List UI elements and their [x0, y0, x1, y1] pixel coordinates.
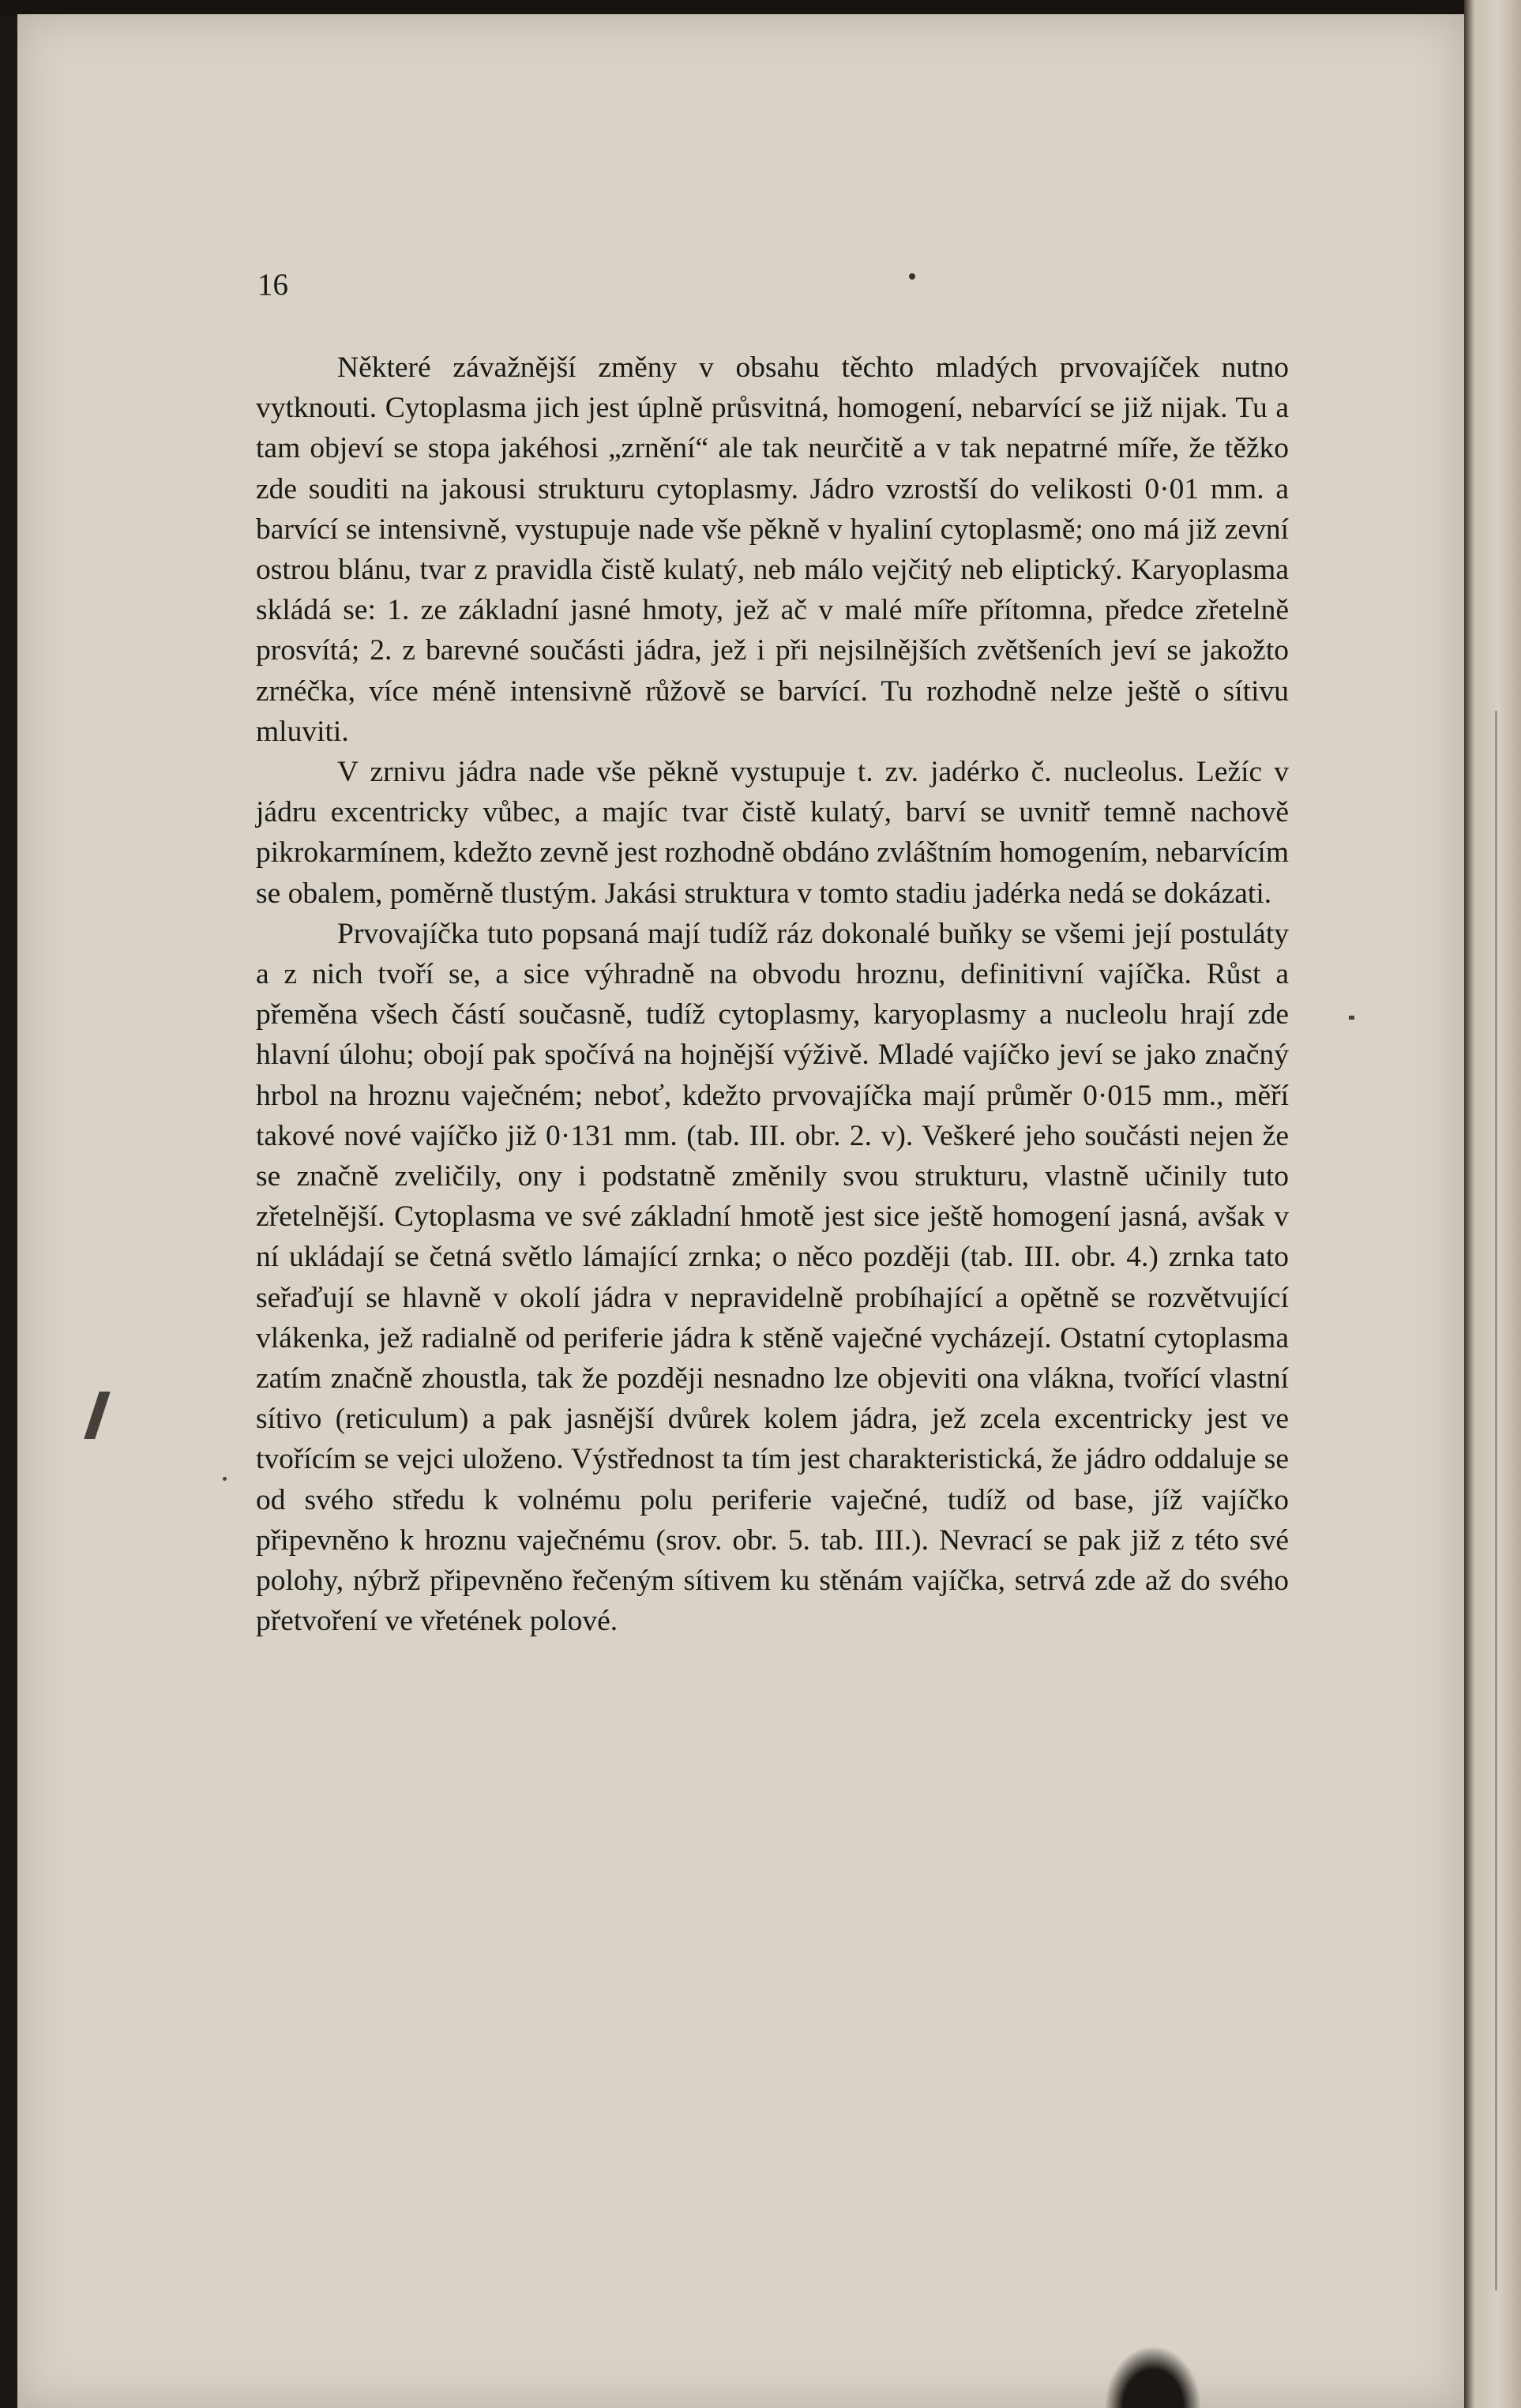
header-dot-mark — [909, 273, 915, 280]
page-number: 16 — [257, 268, 288, 302]
paragraph-3: Prvovajíčka tuto popsaná mají tudíž ráz dokonalé buňky se všemi její postuláty a z nich tvoří se, a sice výhradně na obvodu hroznu, definitivní vajíčka. Růst a přeměna všech částí současně, tudíž cytoplasmy, karyoplasmy a nucleolu hrají zde hlavní úlohu; obojí pak spočívá na hojnější výživě. Mladé vajíčko jeví se jako značný hrbol na hroznu vaječném; neboť, kdežto prvovajíčka mají průměr 0·015 mm., měří takové nové vajíčko již 0·131 mm. (tab. III. obr. 2. v). Veškeré jeho součásti nejen že se značně zveličily, ony i podstatně změnily svou strukturu, vlastně učinily tuto zřetelnější. Cytoplasma ve své základní hmotě jest sice ještě homogení jasná, avšak v ní ukládají se četná světlo lámající zrnka; o něco později (tab. III. obr. 4.) zrnka tato seřaďují se hlavně v okolí jádra v nepravidelně probíhající a opětně se rozvětvující vlákenka, jež radialně od periferie jádra k stěně vaječné vycházejí. Ostatní cytoplasma zatím značně zhoustla, tak že později nesnadno lze objeviti ona vlákna, tvořící vlastní sítivo (reticulum) a pak jasnější dvůrek kolem jádra, jež zcela excentricky jest ve tvořícím se vejci uloženo. Výstřednost ta tím jest charakteristická, že jádro oddaluje se od svého středu k volnému polu periferie vaječné, tudíž od base, jíž vajíčko připevněno k hroznu vaječnému (srov. obr. 5. tab. III.). Nevrací se pak již z této své polohy, nýbrž připevněno řečeným sítivem ku stěnám vajíčka, setrvá zde až do svého přetvoření ve vřetének polové. — [256, 917, 1289, 1638]
scan-top-edge — [0, 0, 1521, 16]
page-body-text — [256, 347, 1289, 1642]
paragraph-2: V zrnivu jádra nade vše pěkně vystupuje t. zv. jadérko č. nucleolus. Ležíc v jádru excentricky vůbec, a majíc tvar čistě kulatý, barví se uvnitř temně nachově pikrokarmínem, kdežto zevně jest rozhodně obdáno zvláštním homogením, nebarvícím se obalem, poměrně tlustým. Jakási struktura v tomto stadiu jadérka nedá se dokázati. — [256, 756, 1289, 910]
paragraph-1: Některé závažnější změny v obsahu těchto mladých prvovajíček nutno vytknouti. Cytoplasma jich jest úplně průsvitná, homogení, nebarvící se již nijak. Tu a tam objeví se stopa jakéhosi „zrnění“ ale tak neurčitě a v tak nepatrné míře, že těžko zde souditi na jakousi strukturu cytoplasmy. Jádro vzrostší do velikosti 0·01 mm. a barvící se intensivně, vystupuje nade vše pěkně v hyaliní cytoplasmě; ono má již zevní ostrou blánu, tvar z pravidla čistě kulatý, neb málo vejčitý neb eliptický. Karyoplasma skládá se: 1. ze základní jasné hmoty, jež ač v malé míře přítomna, předce zřetelně prosvítá; 2. z barevné součásti jádra, jež i při nejsilnějších zvětšeních jeví se jakožto zrnéčka, více méně intensivně růžově se barvící. Tu rozhodně nelze ještě o sítivu mluviti. — [256, 351, 1289, 748]
margin-speck-mark — [1349, 1016, 1354, 1020]
bottom-thumb-shadow — [1106, 2347, 1200, 2408]
margin-dot-mark — [223, 1477, 227, 1481]
page-spine-edge — [1464, 0, 1521, 2408]
spine-crease-line — [1495, 711, 1497, 2290]
